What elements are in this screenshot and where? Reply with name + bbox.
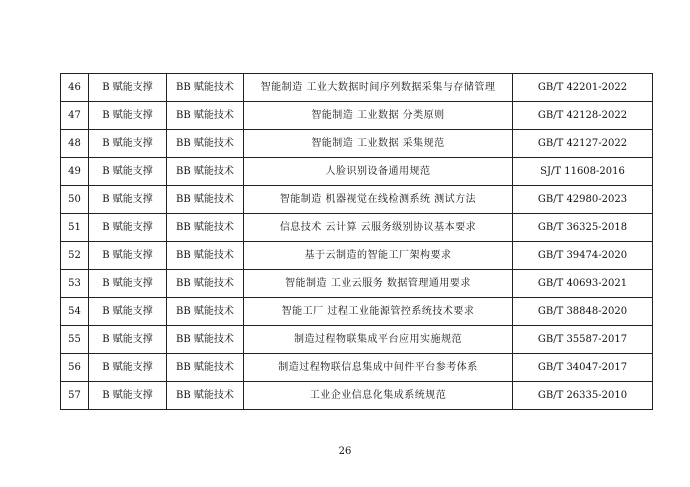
category-cell: B 赋能支撑 [89,326,167,354]
standard-name-cell: 制造过程物联信息集成中间件平台参考体系 [244,354,513,382]
row-number: 49 [61,158,89,186]
table-row [61,326,653,354]
subcategory-cell: BB 赋能技术 [167,130,244,158]
category-cell: B 赋能支撑 [89,298,167,326]
table-row [61,158,653,186]
standard-name-cell: 智能制造 工业大数据时间序列数据采集与存储管理 [244,74,513,102]
row-number: 52 [61,242,89,270]
row-number: 48 [61,130,89,158]
standard-code-cell: GB/T 42128-2022 [513,102,653,130]
table-row [61,354,653,382]
standard-name-cell: 工业企业信息化集成系统规范 [244,382,513,410]
subcategory-cell: BB 赋能技术 [167,354,244,382]
subcategory-cell: BB 赋能技术 [167,242,244,270]
subcategory-cell: BB 赋能技术 [167,102,244,130]
standards-table [60,73,653,410]
row-number: 50 [61,186,89,214]
category-cell: B 赋能支撑 [89,214,167,242]
standard-name-cell: 智能制造 机器视觉在线检测系统 测试方法 [244,186,513,214]
row-number: 53 [61,270,89,298]
table-row [61,102,653,130]
table-row [61,214,653,242]
standard-name-cell: 制造过程物联集成平台应用实施规范 [244,326,513,354]
subcategory-cell: BB 赋能技术 [167,186,244,214]
standard-name-cell: 基于云制造的智能工厂架构要求 [244,242,513,270]
table-row [61,130,653,158]
standard-code-cell: GB/T 42201-2022 [513,74,653,102]
standard-code-cell: GB/T 35587-2017 [513,326,653,354]
row-number: 54 [61,298,89,326]
table-row [61,242,653,270]
category-cell: B 赋能支撑 [89,130,167,158]
row-number: 56 [61,354,89,382]
row-number: 46 [61,74,89,102]
subcategory-cell: BB 赋能技术 [167,382,244,410]
standard-code-cell: GB/T 39474-2020 [513,242,653,270]
category-cell: B 赋能支撑 [89,74,167,102]
row-number: 55 [61,326,89,354]
page-number: 26 [338,446,352,457]
standard-name-cell: 智能制造 工业数据 分类原则 [244,102,513,130]
table-row [61,74,653,102]
category-cell: B 赋能支撑 [89,186,167,214]
standard-code-cell: GB/T 40693-2021 [513,270,653,298]
row-number: 47 [61,102,89,130]
subcategory-cell: BB 赋能技术 [167,74,244,102]
table-row [61,270,653,298]
standard-name-cell: 智能制造 工业数据 采集规范 [244,130,513,158]
standard-code-cell: SJ/T 11608-2016 [513,158,653,186]
table-row [61,186,653,214]
standard-code-cell: GB/T 42127-2022 [513,130,653,158]
standard-name-cell: 智能工厂 过程工业能源管控系统技术要求 [244,298,513,326]
standard-code-cell: GB/T 26335-2010 [513,382,653,410]
category-cell: B 赋能支撑 [89,102,167,130]
subcategory-cell: BB 赋能技术 [167,298,244,326]
standard-name-cell: 人脸识别设备通用规范 [244,158,513,186]
row-number: 57 [61,382,89,410]
subcategory-cell: BB 赋能技术 [167,214,244,242]
standard-name-cell: 信息技术 云计算 云服务级别协议基本要求 [244,214,513,242]
standard-code-cell: GB/T 42980-2023 [513,186,653,214]
standard-name-cell: 智能制造 工业云服务 数据管理通用要求 [244,270,513,298]
standards-table-body [61,74,653,410]
standard-code-cell: GB/T 38848-2020 [513,298,653,326]
table-row [61,298,653,326]
table-row [61,382,653,410]
category-cell: B 赋能支撑 [89,242,167,270]
subcategory-cell: BB 赋能技术 [167,326,244,354]
row-number: 51 [61,214,89,242]
standard-code-cell: GB/T 34047-2017 [513,354,653,382]
category-cell: B 赋能支撑 [89,382,167,410]
standard-code-cell: GB/T 36325-2018 [513,214,653,242]
category-cell: B 赋能支撑 [89,270,167,298]
subcategory-cell: BB 赋能技术 [167,270,244,298]
category-cell: B 赋能支撑 [89,158,167,186]
category-cell: B 赋能支撑 [89,354,167,382]
subcategory-cell: BB 赋能技术 [167,158,244,186]
